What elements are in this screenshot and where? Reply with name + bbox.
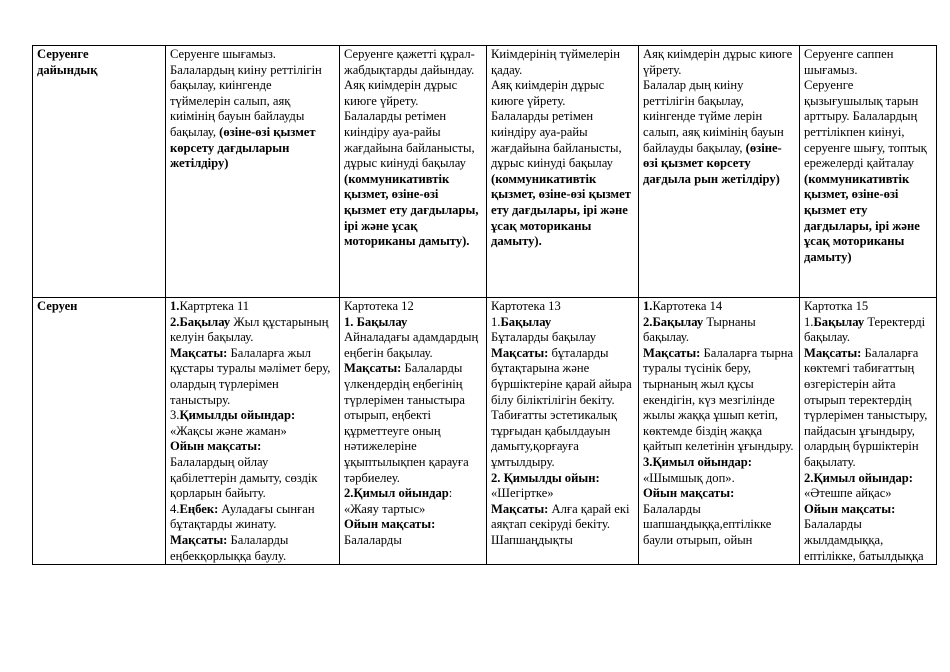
row-header bbox=[33, 298, 166, 565]
cell-text-bold: (өзіне-өзі қызмет көрсету дағдыла рын жетілдіру) bbox=[643, 140, 782, 186]
cell-text: Киімдерінің түймелерін қадау. bbox=[491, 47, 621, 77]
cell-text-bold: 1. bbox=[170, 299, 180, 313]
cell-text: Аяқ киімдерін дұрыс киюге үйрету. bbox=[344, 78, 458, 108]
cell-text-bold: 3.Қимыл ойындар: bbox=[643, 454, 752, 469]
cell-text-bold: Мақсаты: bbox=[643, 345, 701, 360]
table-cell bbox=[166, 46, 340, 298]
row-header-line: дайындық bbox=[37, 62, 98, 77]
cell-text: Балаларды жылдамдыққа, ептілікке, батылдыққа bbox=[804, 517, 924, 563]
cell-text-bold: (коммуникативтік қызмет, өзіне-өзі қызмет ету дағдылары, ірі және ұсақ моториканы дамыту) bbox=[804, 171, 920, 264]
cell-text-bold: Мақсаты: bbox=[170, 532, 228, 547]
cell-text: «Жақсы және жаман» bbox=[170, 423, 287, 438]
cell-text-bold: (коммуникативтік қызмет, өзіне-өзі қызмет ету дағдылары, ірі және ұсақ моториканы дамыту). bbox=[491, 171, 631, 249]
cell-text: Бұталарды бақылау bbox=[491, 330, 597, 345]
cell-text: Картотека 13 bbox=[491, 299, 561, 313]
cell-text-bold: (коммуникативтік қызмет, өзіне-өзі қызмет ету дағдылары, ірі және ұсақ моториканы дамыту). bbox=[344, 171, 479, 249]
cell-text: 1. bbox=[491, 314, 501, 329]
table-row bbox=[33, 46, 937, 298]
cell-text: «Шегіртке» bbox=[491, 486, 554, 501]
daily-plan-table bbox=[32, 45, 937, 565]
table-cell bbox=[340, 298, 487, 565]
cell-text-bold: 2.Қимыл ойындар bbox=[344, 486, 449, 501]
cell-text-bold: 2. Қимылды ойын: bbox=[491, 470, 600, 485]
cell-text: Балаларды еңбекқорлыққа баулу. bbox=[170, 532, 289, 563]
cell-text: Картртека 11 bbox=[179, 299, 250, 313]
cell-text-bold: 2. bbox=[170, 314, 180, 329]
cell-text-bold: 2. bbox=[643, 314, 653, 329]
table-cell bbox=[487, 46, 639, 298]
cell-text: Балаларға жыл құстары туралы мәлімет беру, олардың түрлерімен таныстыру. bbox=[170, 345, 331, 407]
table-cell bbox=[639, 298, 800, 565]
cell-text: «Шымшық доп». bbox=[643, 470, 735, 485]
cell-text-bold: Бақылау bbox=[813, 314, 865, 329]
cell-text: Балаларға тырна туралы түсінік беру, тырнаның жыл құсы екендігін, күз мезгілінде жылы жаққа ұшып кетіп, көктемде біздің жаққа қайтып келетінін ұғындыру. bbox=[643, 345, 794, 454]
cell-text: Балалар дың киіну реттілігін бақылау, киінгенде түйме лерін салып, аяқ киімінің бауын байлауды бақылау, bbox=[643, 78, 784, 155]
cell-text: Ауладағы сынған бұтақтарды жинату. bbox=[170, 501, 315, 532]
cell-text-bold: Еңбек: bbox=[179, 501, 219, 516]
table-cell bbox=[340, 46, 487, 298]
cell-text-bold: Бақылау bbox=[179, 314, 231, 329]
cell-text: Балаларды ретімен киіндіру ауа-райы жағдайына байланысты, дұрыс киінуді бақылау bbox=[344, 109, 475, 171]
table-cell bbox=[487, 298, 639, 565]
cell-text: Аяқ киімдерін дұрыс киюге үйрету. bbox=[643, 47, 793, 77]
cell-text-bold: Ойын мақсаты: bbox=[643, 486, 735, 501]
table-cell bbox=[639, 46, 800, 298]
cell-text: Серуенге қажетті құрал-жабдықтарды дайындау. bbox=[344, 47, 475, 77]
cell-text-bold: 2.Қимыл ойындар: bbox=[804, 470, 913, 485]
cell-text-bold: Мақсаты: bbox=[491, 345, 549, 360]
table-cell bbox=[166, 298, 340, 565]
cell-text-bold: 1. Бақылау bbox=[344, 314, 408, 329]
cell-text: «Әтешпе айқас» bbox=[804, 486, 892, 501]
cell-text: Серуенге қызығушылық тарын арттыру. Балалардың реттілікпен киінуі, серуенге шығу, топтық ережелерді қайталау bbox=[804, 78, 927, 171]
cell-text-bold: Мақсаты: bbox=[804, 345, 862, 360]
cell-text-bold: 1. bbox=[643, 299, 653, 313]
cell-text: 3. bbox=[170, 408, 180, 423]
table-cell bbox=[800, 46, 937, 298]
cell-text-bold: (өзіне-өзі қызмет көрсету дағдыларын жетілдіру) bbox=[170, 124, 316, 171]
cell-text: Серуенге шығамыз. Балалардың киіну реттілігін бақылау, киінгенде түймелерін салып, аяқ киімінің бауын байлауды бақылау, bbox=[170, 47, 322, 139]
cell-text: Аяқ киімдерін дұрыс киюге үйрету. bbox=[491, 78, 605, 108]
cell-text: Балаларға көктемгі табиғаттың өзгерістерін айта отырып теректердің түрлерімен таныстыру, пайдасын ұғындыру, олардың бүршіктерін бақылату. bbox=[804, 345, 928, 469]
cell-text-bold: Қимылды ойындар: bbox=[179, 408, 296, 423]
cell-text-bold: Мақсаты: bbox=[170, 345, 228, 360]
cell-text-bold: Бақылау bbox=[652, 314, 704, 329]
cell-text-bold: Бақылау bbox=[500, 314, 552, 329]
cell-text: «Жаяу тартыс» bbox=[344, 501, 426, 516]
cell-text: 4. bbox=[170, 501, 180, 516]
row-header-line: Серуен bbox=[37, 299, 78, 313]
cell-text: Картотека 14 bbox=[652, 299, 723, 313]
cell-text: Балаларды шапшаңдыққа,ептілікке баули отырып, ойын bbox=[643, 501, 772, 547]
cell-text: Айналадағы адамдардың еңбегін бақылау. bbox=[344, 330, 479, 360]
row-header bbox=[33, 46, 166, 298]
table-cell bbox=[800, 298, 937, 565]
cell-text: Балаларды үлкендердің еңбегінің түрлерімен таныстыра отырып, еңбекті құрметтеуге оның нәтижелеріне ұқыптылықпен қарауға тәрбиелеу. bbox=[344, 361, 469, 485]
cell-text: 1. bbox=[804, 314, 814, 329]
cell-text: Жыл құстарының келуін бақылау. bbox=[170, 314, 329, 345]
cell-text-bold: Ойын мақсаты: bbox=[804, 501, 896, 516]
cell-text: Серуенге саппен шығамыз. bbox=[804, 47, 894, 77]
cell-text: Алға қарай екі аяқтап секіруді бекіту. Шапшаңдықты bbox=[491, 501, 630, 547]
cell-text: : bbox=[448, 486, 453, 501]
row-header-line: Серуенге bbox=[37, 47, 89, 61]
cell-text: Картотка 15 bbox=[804, 299, 869, 313]
cell-text-bold: Мақсаты: bbox=[491, 501, 549, 516]
cell-text: Балаларды bbox=[344, 532, 402, 547]
cell-text: Балаларды ретімен киіндіру ауа-райы жағдайына байланысты, дұрыс киінуді бақылау bbox=[491, 109, 622, 171]
table-row bbox=[33, 298, 937, 565]
cell-text: Тырнаны бақылау. bbox=[643, 314, 756, 345]
cell-text-bold: Ойын мақсаты: bbox=[344, 517, 436, 532]
cell-text: Теректерді бақылау. bbox=[804, 314, 926, 345]
cell-text-bold: Мақсаты: bbox=[344, 361, 402, 376]
cell-text: Картотека 12 bbox=[344, 299, 414, 313]
cell-text-bold: Ойын мақсаты: bbox=[170, 439, 262, 454]
cell-text: бұталарды бұтақтарына және бүршіктеріне қарай айыра білу біліктілігін бекіту. Табиғатты эстетикалық тұрғыдан қабылдауын дамыту,қорғауға ұмтылдыру. bbox=[491, 345, 632, 469]
cell-text: Балалардың ойлау қабілеттерін дамыту, сөздік қорларын байыту. bbox=[170, 454, 318, 501]
